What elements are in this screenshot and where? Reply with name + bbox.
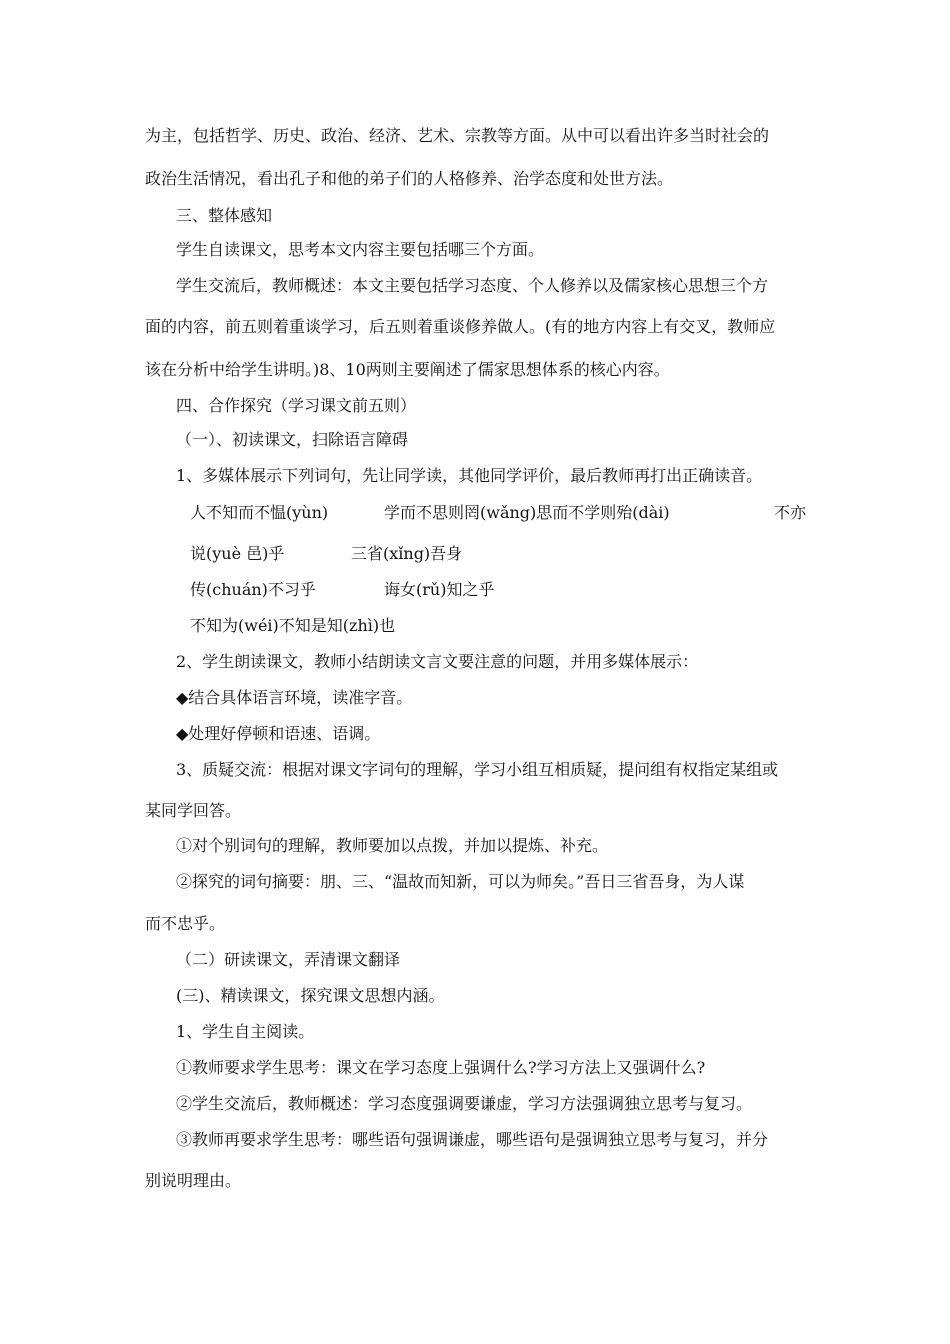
paragraph-line: 政治生活情况，看出孔子和他的弟子们的人格修养、治学态度和处世方法。 bbox=[145, 169, 674, 188]
paragraph-line: ②学生交流后，教师概述：学习态度强调要谦虚，学习方法强调独立思考与复习。 bbox=[176, 1094, 753, 1113]
pinyin-item: 人不知而不愠(yùn) bbox=[190, 503, 329, 522]
paragraph-line: 1、多媒体展示下列词句，先让同学读，其他同学评价，最后教师再打出正确读音。 bbox=[176, 466, 763, 485]
pinyin-item: 不知为(wéi)不知是知(zhì)也 bbox=[190, 616, 396, 635]
pinyin-item: 传(chuán)不习乎 bbox=[190, 580, 316, 599]
paragraph-line: 1、学生自主阅读。 bbox=[176, 1022, 315, 1041]
subsection-heading: （一）、初读课文，扫除语言障碍 bbox=[176, 430, 409, 449]
paragraph-line: 学生交流后，教师概述：本文主要包括学习态度、个人修养以及儒家核心思想三个方 bbox=[176, 276, 769, 295]
paragraph-line: 为主，包括哲学、历史、政治、经济、艺术、宗教等方面。从中可以看出许多当时社会的 bbox=[145, 126, 770, 145]
section-heading: 四、合作探究（学习课文前五则） bbox=[176, 396, 417, 415]
pinyin-item: 说(yuè 邑)乎 bbox=[190, 544, 285, 563]
bullet-item: ◆处理好停顿和语速、语调。 bbox=[176, 724, 381, 743]
paragraph-line: ③教师再要求学生思考：哪些语句强调谦虚，哪些语句是强调独立思考与复习，并分 bbox=[176, 1130, 769, 1149]
paragraph-line: 该在分析中给学生讲明。)8、10两则主要阐述了儒家思想体系的核心内容。 bbox=[145, 360, 670, 379]
paragraph-line: ①教师要求学生思考：课文在学习态度上强调什么?学习方法上又强调什么? bbox=[176, 1058, 706, 1077]
pinyin-item: 不亦 bbox=[774, 503, 807, 522]
subsection-heading: （二）研读课文，弄清课文翻译 bbox=[176, 950, 401, 969]
paragraph-line: ②探究的词句摘要：朋、三、“温故而知新，可以为师矣。”吾日三省吾身，为人谋 bbox=[176, 872, 745, 891]
paragraph-line: 3、质疑交流：根据对课文字词句的理解，学习小组互相质疑，提问组有权指定某组或 bbox=[176, 760, 779, 779]
bullet-item: ◆结合具体语言环境，读准字音。 bbox=[176, 688, 413, 707]
paragraph-line: 某同学回答。 bbox=[145, 801, 242, 820]
subsection-heading: (三)、精读课文，探究课文思想内涵。 bbox=[176, 986, 445, 1005]
paragraph-line: 2、学生朗读课文，教师小结朗读文言文要注意的问题，并用多媒体展示： bbox=[176, 652, 699, 671]
paragraph-line: 而不忠乎。 bbox=[145, 914, 226, 933]
paragraph-line: ①对个别词句的理解，教师要加以点拨，并加以提炼、补充。 bbox=[176, 836, 609, 855]
pinyin-item: 诲女(rǔ)知之乎 bbox=[384, 580, 495, 599]
paragraph-line: 学生自读课文，思考本文内容主要包括哪三个方面。 bbox=[176, 240, 545, 259]
section-heading: 三、整体感知 bbox=[176, 206, 273, 225]
pinyin-item: 三省(xǐng)吾身 bbox=[351, 544, 463, 563]
paragraph-line: 别说明理由。 bbox=[145, 1171, 242, 1190]
pinyin-item: 学而不思则罔(wǎng)思而不学则殆(dài) bbox=[384, 503, 670, 522]
paragraph-line: 面的内容，前五则着重谈学习，后五则着重谈修养做人。(有的地方内容上有交叉，教师应 bbox=[145, 317, 776, 336]
